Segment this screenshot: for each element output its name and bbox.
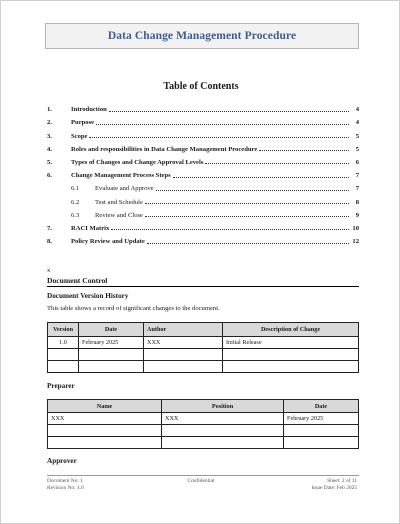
column-header: Description of Change [223, 323, 359, 337]
table-header-row [48, 400, 359, 413]
toc-entry-number: 6.2 [71, 198, 80, 206]
toc-entry-label: Change Management Process Steps [71, 172, 171, 180]
toc-subentry[interactable] [47, 179, 359, 192]
toc-entry-page: 6 [355, 158, 359, 166]
table-cell: Initial Release [223, 337, 359, 349]
toc-entry-label: Evaluate and Approve [95, 185, 154, 193]
subheading-version-history: Document Version History [47, 292, 129, 300]
toc-subentry[interactable] [47, 206, 359, 219]
table-row [48, 361, 359, 373]
toc-entry[interactable] [47, 166, 359, 179]
toc-entry[interactable] [47, 140, 359, 153]
column-header: Position [162, 400, 284, 413]
toc-entry-label: Review and Close [95, 211, 143, 219]
toc-entry-page: 10 [352, 224, 359, 232]
toc-entry-number: 6.3 [71, 211, 80, 219]
toc-subentry[interactable] [47, 192, 359, 205]
table-row [48, 349, 359, 361]
column-header: Date [79, 323, 144, 337]
title-banner [45, 23, 359, 49]
section-heading-document-control: Document Control [47, 276, 359, 287]
table-cell [162, 425, 284, 437]
table-cell [284, 425, 359, 437]
footer-revision-number: Revision No: 1.0 [47, 485, 84, 491]
table-cell [144, 349, 223, 361]
toc-entry-label: Purpose [71, 119, 95, 127]
table-row [48, 425, 359, 437]
table-row [48, 337, 359, 349]
column-header: Author [144, 323, 223, 337]
toc-entry-number: 6.1 [71, 185, 80, 193]
toc-entry[interactable] [47, 219, 359, 232]
table-header-row [48, 323, 359, 337]
toc-leader [205, 163, 349, 164]
toc-entry-label: Policy Review and Update [71, 238, 145, 246]
table-cell: XXX [144, 337, 223, 349]
footer-right [311, 478, 357, 492]
toc-leader [111, 229, 349, 230]
table-cell [48, 437, 162, 449]
table-cell [223, 361, 359, 373]
toc-entry-number: 2. [47, 119, 52, 127]
toc-leader [259, 150, 349, 151]
table-cell [48, 361, 79, 373]
footer-issue-date: Issue Date: Feb 2025 [311, 485, 357, 491]
toc-entry-label: Introduction [71, 106, 107, 114]
toc-entry-page: 7 [355, 172, 359, 180]
toc-entry-number: 6. [47, 172, 52, 180]
toc-entry[interactable] [47, 153, 359, 166]
version-history-intro: This table shows a record of significant changes to the document. [47, 305, 220, 312]
toc-entry-page: 5 [355, 145, 359, 153]
table-cell [48, 425, 162, 437]
toc-leader [89, 137, 349, 138]
toc-entry[interactable] [47, 232, 359, 245]
toc-entry-label: Test and Schedule [95, 198, 143, 206]
stray-mark: x [47, 267, 51, 274]
toc-entry[interactable] [47, 126, 359, 139]
toc-entry-number: 4. [47, 145, 52, 153]
toc-entry-page: 12 [352, 238, 359, 246]
toc-entry-label: Types of Changes and Change Approval Levels [71, 158, 204, 166]
table-cell [144, 361, 223, 373]
column-header: Date [284, 400, 359, 413]
toc-entry-label: Roles and responsibilities in Data Change Management Procedure [71, 145, 258, 153]
toc-entry-page: 5 [355, 132, 359, 140]
toc-entry-page: 7 [355, 185, 359, 193]
toc-leader [145, 203, 349, 204]
footer-document-number: Document No: 1 [47, 478, 83, 484]
subheading-approver: Approver [47, 457, 77, 465]
toc-entry-number: 7. [47, 224, 52, 232]
table-cell [79, 361, 144, 373]
table-cell [223, 349, 359, 361]
table-cell: 1.0 [48, 337, 79, 349]
column-header: Version [48, 323, 79, 337]
toc-entry-number: 3. [47, 132, 52, 140]
preparer-table [47, 399, 359, 449]
table-cell: February 2025 [284, 413, 359, 425]
table-cell [162, 437, 284, 449]
toc-leader [109, 111, 349, 112]
table-cell [79, 349, 144, 361]
table-cell: XXX [162, 413, 284, 425]
footer-confidential: Confidential [187, 478, 215, 484]
toc-leader [147, 243, 349, 244]
version-history-table [47, 322, 359, 373]
table-row [48, 437, 359, 449]
toc-entry-number: 1. [47, 106, 52, 114]
toc-entry-page: 9 [355, 211, 359, 219]
table-of-contents [47, 100, 359, 245]
toc-entry-number: 8. [47, 238, 52, 246]
toc-leader [145, 216, 349, 217]
toc-entry[interactable] [47, 100, 359, 113]
table-row [48, 413, 359, 425]
document-title: Data Change Management Procedure [107, 30, 297, 42]
toc-leader [156, 190, 349, 191]
footer-divider [47, 475, 359, 476]
toc-entry-page: 4 [355, 106, 359, 114]
table-cell: February 2025 [79, 337, 144, 349]
toc-entry-page: 4 [355, 119, 359, 127]
column-header: Name [48, 400, 162, 413]
toc-entry-label: Scope [71, 132, 88, 140]
toc-entry-number: 5. [47, 158, 52, 166]
toc-leader [96, 124, 349, 125]
toc-leader [173, 177, 349, 178]
toc-entry[interactable] [47, 113, 359, 126]
footer-sheet: Sheet: 2 of 11 [327, 478, 357, 484]
toc-entry-page: 8 [355, 198, 359, 206]
table-cell [284, 437, 359, 449]
table-cell [48, 349, 79, 361]
subheading-preparer: Preparer [47, 382, 75, 390]
table-cell: XXX [48, 413, 162, 425]
toc-title: Table of Contents [163, 81, 239, 92]
toc-entry-label: RACI Matrix [71, 224, 110, 232]
